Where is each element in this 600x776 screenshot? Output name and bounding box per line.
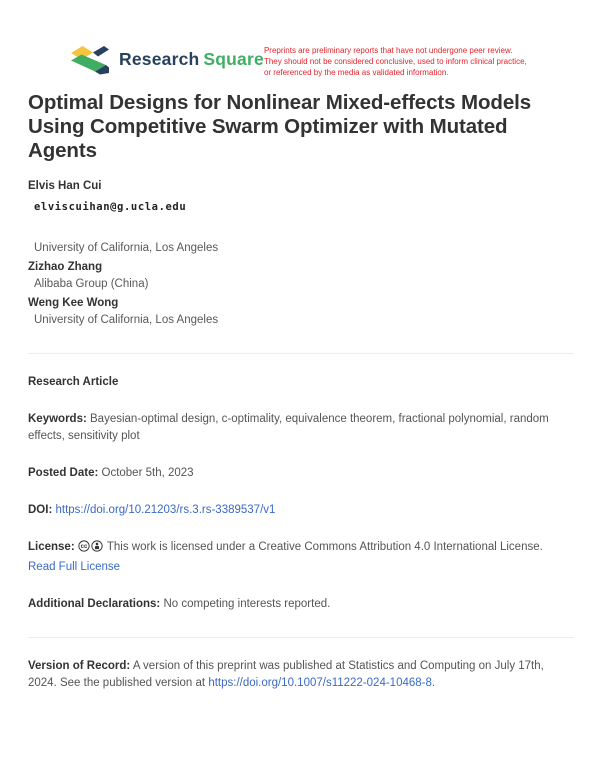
content-area <box>0 91 600 692</box>
keywords-value: Bayesian-optimal design, c-optimality, equivalence theorem, fractional polynomial, random effects, sensitivity plot <box>28 413 549 442</box>
posted-date-value: October 5th, 2023 <box>101 467 194 479</box>
disclaimer-line-1: Preprints are preliminary reports that have not undergone peer review. <box>263 46 513 55</box>
svg-text:cc: cc <box>80 544 88 551</box>
page-title: Optimal Designs for Nonlinear Mixed-effects Models Using Competitive Swarm Optimizer with Mutated Agents <box>28 91 532 162</box>
section-divider <box>28 637 574 638</box>
article-type: Research Article <box>28 376 119 388</box>
author-email-link[interactable]: elviscuihan@g.ucla.edu <box>34 201 187 213</box>
header <box>0 0 600 78</box>
author-name: Elvis Han Cui <box>28 180 102 192</box>
author-block <box>28 259 574 293</box>
author-name: Weng Kee Wong <box>28 297 119 309</box>
author-block <box>28 178 574 257</box>
doi-link[interactable]: https://doi.org/10.21203/rs.3.rs-3389537/v1 <box>55 504 276 516</box>
author-name: Zizhao Zhang <box>28 261 103 273</box>
license-row <box>28 539 574 576</box>
version-label: Version of Record: <box>28 660 131 672</box>
doi-row <box>28 502 574 519</box>
declarations-value: No competing interests reported. <box>163 598 331 610</box>
author-block <box>28 295 574 329</box>
version-of-record-row <box>28 658 574 692</box>
license-icons <box>78 540 104 558</box>
author-list <box>28 178 574 329</box>
disclaimer-line-3: or referenced by the media as validated information. <box>263 68 449 77</box>
metadata-section <box>28 374 574 692</box>
author-affiliation: Alibaba Group (China) <box>34 278 149 290</box>
brand-word-square: Square <box>203 49 264 69</box>
declarations-row <box>28 596 574 613</box>
declarations-label: Additional Declarations: <box>28 598 161 610</box>
preprint-disclaimer <box>264 45 545 78</box>
version-text-period: . <box>431 677 436 689</box>
posted-date-row <box>28 465 574 482</box>
version-doi-link[interactable]: https://doi.org/10.1007/s11222-024-10468-8 <box>208 677 432 689</box>
author-affiliation: University of California, Los Angeles <box>34 242 219 254</box>
doi-label: DOI: <box>28 504 53 516</box>
by-attribution-icon <box>91 540 103 552</box>
posted-date-label: Posted Date: <box>28 467 99 479</box>
version-text: A version of this preprint was published at Statistics and Computing on July 17th, 2024. See the published version at <box>28 660 544 689</box>
cc-icon <box>78 540 90 552</box>
license-text: This work is licensed under a Creative Commons Attribution 4.0 International License. <box>106 541 543 553</box>
keywords-label: Keywords: <box>28 413 87 425</box>
brand-wordmark <box>119 49 264 70</box>
read-full-license-link[interactable]: Read Full License <box>28 561 121 573</box>
author-affiliation: University of California, Los Angeles <box>34 314 219 326</box>
brand-logo[interactable] <box>70 44 264 75</box>
research-square-logo-icon <box>70 44 110 75</box>
section-divider <box>28 353 574 354</box>
brand-word-research: Research <box>119 49 200 69</box>
license-label: License: <box>28 541 75 553</box>
disclaimer-line-2: They should not be considered conclusive, used to inform clinical practice, <box>263 57 527 66</box>
keywords-row <box>28 411 574 445</box>
